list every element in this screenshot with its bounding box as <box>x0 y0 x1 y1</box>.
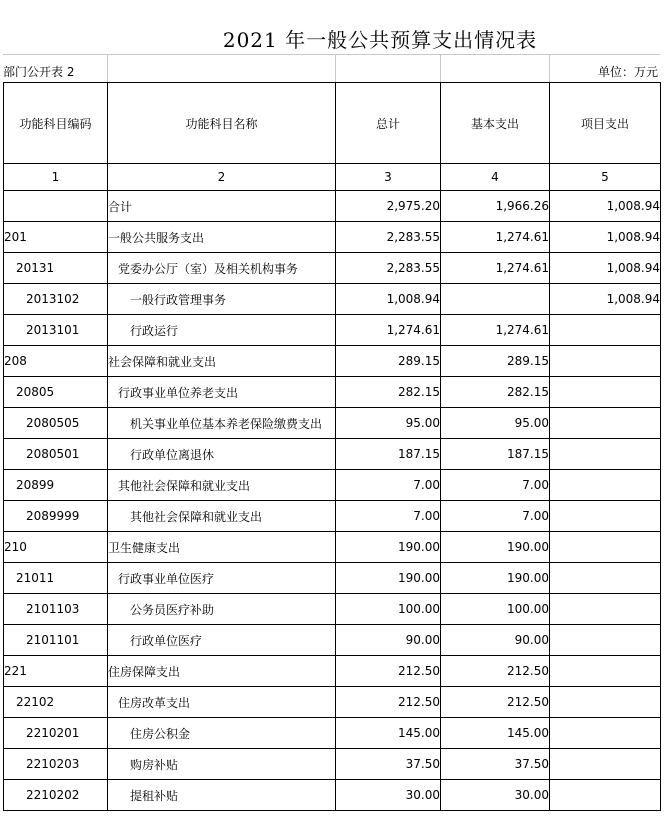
gridline <box>335 55 336 83</box>
row-project <box>550 687 661 718</box>
gridline <box>107 55 108 83</box>
row-project <box>550 625 661 656</box>
header-name: 功能科目名称 <box>108 83 336 164</box>
table-row <box>4 470 661 501</box>
row-basic: 212.50 <box>441 656 550 687</box>
row-total: 37.50 <box>336 749 441 780</box>
table-row <box>4 749 661 780</box>
row-name: 购房补贴 <box>108 749 336 780</box>
row-name: 一般行政管理事务 <box>108 284 336 315</box>
row-total: 187.15 <box>336 439 441 470</box>
row-project <box>550 594 661 625</box>
row-total: 2,283.55 <box>336 222 441 253</box>
row-basic: 212.50 <box>441 687 550 718</box>
row-code: 2101103 <box>4 594 108 625</box>
row-basic: 30.00 <box>441 780 550 811</box>
unit-label: 单位：万元 <box>597 65 658 79</box>
row-basic: 1,274.61 <box>441 222 550 253</box>
row-code: 2089999 <box>4 501 108 532</box>
table-row <box>4 563 661 594</box>
row-name: 党委办公厅（室）及相关机构事务 <box>108 253 336 284</box>
row-name: 其他社会保障和就业支出 <box>108 470 336 501</box>
row-name: 行政事业单位养老支出 <box>108 377 336 408</box>
table-row <box>4 501 661 532</box>
gridline <box>440 55 441 83</box>
row-basic: 1,274.61 <box>441 315 550 346</box>
col-number: 1 <box>4 164 108 191</box>
table-row <box>4 315 661 346</box>
page-title: 2021 年一般公共预算支出情况表 <box>222 28 538 52</box>
column-number-row <box>4 164 661 191</box>
row-name: 一般公共服务支出 <box>108 222 336 253</box>
row-total: 145.00 <box>336 718 441 749</box>
col-number: 4 <box>441 164 550 191</box>
row-name: 提租补贴 <box>108 780 336 811</box>
header-basic: 基本支出 <box>441 83 550 164</box>
row-name: 住房保障支出 <box>108 656 336 687</box>
table-number-label: 部门公开表 2 <box>3 65 75 79</box>
row-project <box>550 315 661 346</box>
row-code: 2210201 <box>4 718 108 749</box>
row-code <box>4 191 108 222</box>
row-code: 221 <box>4 656 108 687</box>
row-project <box>550 470 661 501</box>
row-code: 208 <box>4 346 108 377</box>
row-total: 7.00 <box>336 470 441 501</box>
header-row <box>4 83 661 164</box>
row-basic: 145.00 <box>441 718 550 749</box>
row-name: 其他社会保障和就业支出 <box>108 501 336 532</box>
row-code: 2080505 <box>4 408 108 439</box>
row-basic <box>441 284 550 315</box>
row-name: 合计 <box>108 191 336 222</box>
row-project <box>550 718 661 749</box>
header-project: 项目支出 <box>550 83 661 164</box>
table-row <box>4 718 661 749</box>
row-project: 1,008.94 <box>550 191 661 222</box>
row-total: 190.00 <box>336 532 441 563</box>
row-name: 住房公积金 <box>108 718 336 749</box>
header-gridlines <box>3 54 660 83</box>
row-code: 22102 <box>4 687 108 718</box>
row-code: 2210202 <box>4 780 108 811</box>
row-basic: 7.00 <box>441 470 550 501</box>
row-name: 卫生健康支出 <box>108 532 336 563</box>
row-name: 行政单位离退休 <box>108 439 336 470</box>
table-row <box>4 253 661 284</box>
table-row <box>4 625 661 656</box>
row-project <box>550 408 661 439</box>
row-total: 190.00 <box>336 563 441 594</box>
table-row <box>4 780 661 811</box>
row-total: 282.15 <box>336 377 441 408</box>
table-row <box>4 346 661 377</box>
row-total: 1,274.61 <box>336 315 441 346</box>
row-basic: 187.15 <box>441 439 550 470</box>
table-row <box>4 191 661 222</box>
row-project <box>550 501 661 532</box>
row-total: 1,008.94 <box>336 284 441 315</box>
row-name: 行政事业单位医疗 <box>108 563 336 594</box>
col-number: 2 <box>108 164 336 191</box>
col-number: 5 <box>550 164 661 191</box>
row-name: 行政单位医疗 <box>108 625 336 656</box>
row-total: 90.00 <box>336 625 441 656</box>
row-code: 21011 <box>4 563 108 594</box>
row-project: 1,008.94 <box>550 284 661 315</box>
gridline <box>549 55 550 83</box>
header-code: 功能科目编码 <box>4 83 108 164</box>
row-project: 1,008.94 <box>550 253 661 284</box>
row-total: 212.50 <box>336 656 441 687</box>
table-row <box>4 532 661 563</box>
row-project <box>550 563 661 594</box>
row-total: 2,975.20 <box>336 191 441 222</box>
col-number: 3 <box>336 164 441 191</box>
row-code: 2013101 <box>4 315 108 346</box>
row-basic: 1,274.61 <box>441 253 550 284</box>
table-row <box>4 656 661 687</box>
table-row <box>4 439 661 470</box>
table-row <box>4 687 661 718</box>
row-basic: 7.00 <box>441 501 550 532</box>
row-basic: 37.50 <box>441 749 550 780</box>
row-basic: 190.00 <box>441 532 550 563</box>
row-code: 2080501 <box>4 439 108 470</box>
row-basic: 95.00 <box>441 408 550 439</box>
row-total: 2,283.55 <box>336 253 441 284</box>
row-total: 212.50 <box>336 687 441 718</box>
row-code: 210 <box>4 532 108 563</box>
table-row <box>4 377 661 408</box>
row-basic: 100.00 <box>441 594 550 625</box>
table-row <box>4 284 661 315</box>
row-project <box>550 377 661 408</box>
row-project <box>550 749 661 780</box>
row-name: 机关事业单位基本养老保险缴费支出 <box>108 408 336 439</box>
row-basic: 90.00 <box>441 625 550 656</box>
table-row <box>4 408 661 439</box>
row-name: 行政运行 <box>108 315 336 346</box>
row-code: 20131 <box>4 253 108 284</box>
header-total: 总计 <box>336 83 441 164</box>
table-row <box>4 594 661 625</box>
row-code: 20899 <box>4 470 108 501</box>
row-project <box>550 656 661 687</box>
row-basic: 190.00 <box>441 563 550 594</box>
row-project: 1,008.94 <box>550 222 661 253</box>
row-total: 100.00 <box>336 594 441 625</box>
row-code: 201 <box>4 222 108 253</box>
row-name: 住房改革支出 <box>108 687 336 718</box>
row-code: 20805 <box>4 377 108 408</box>
row-total: 289.15 <box>336 346 441 377</box>
row-total: 95.00 <box>336 408 441 439</box>
row-code: 2013102 <box>4 284 108 315</box>
row-basic: 289.15 <box>441 346 550 377</box>
row-name: 社会保障和就业支出 <box>108 346 336 377</box>
row-code: 2210203 <box>4 749 108 780</box>
row-project <box>550 532 661 563</box>
budget-table <box>3 82 661 811</box>
row-name: 公务员医疗补助 <box>108 594 336 625</box>
row-project <box>550 439 661 470</box>
row-code: 2101101 <box>4 625 108 656</box>
table-row <box>4 222 661 253</box>
row-basic: 282.15 <box>441 377 550 408</box>
row-total: 30.00 <box>336 780 441 811</box>
row-total: 7.00 <box>336 501 441 532</box>
row-basic: 1,966.26 <box>441 191 550 222</box>
row-project <box>550 346 661 377</box>
row-project <box>550 780 661 811</box>
